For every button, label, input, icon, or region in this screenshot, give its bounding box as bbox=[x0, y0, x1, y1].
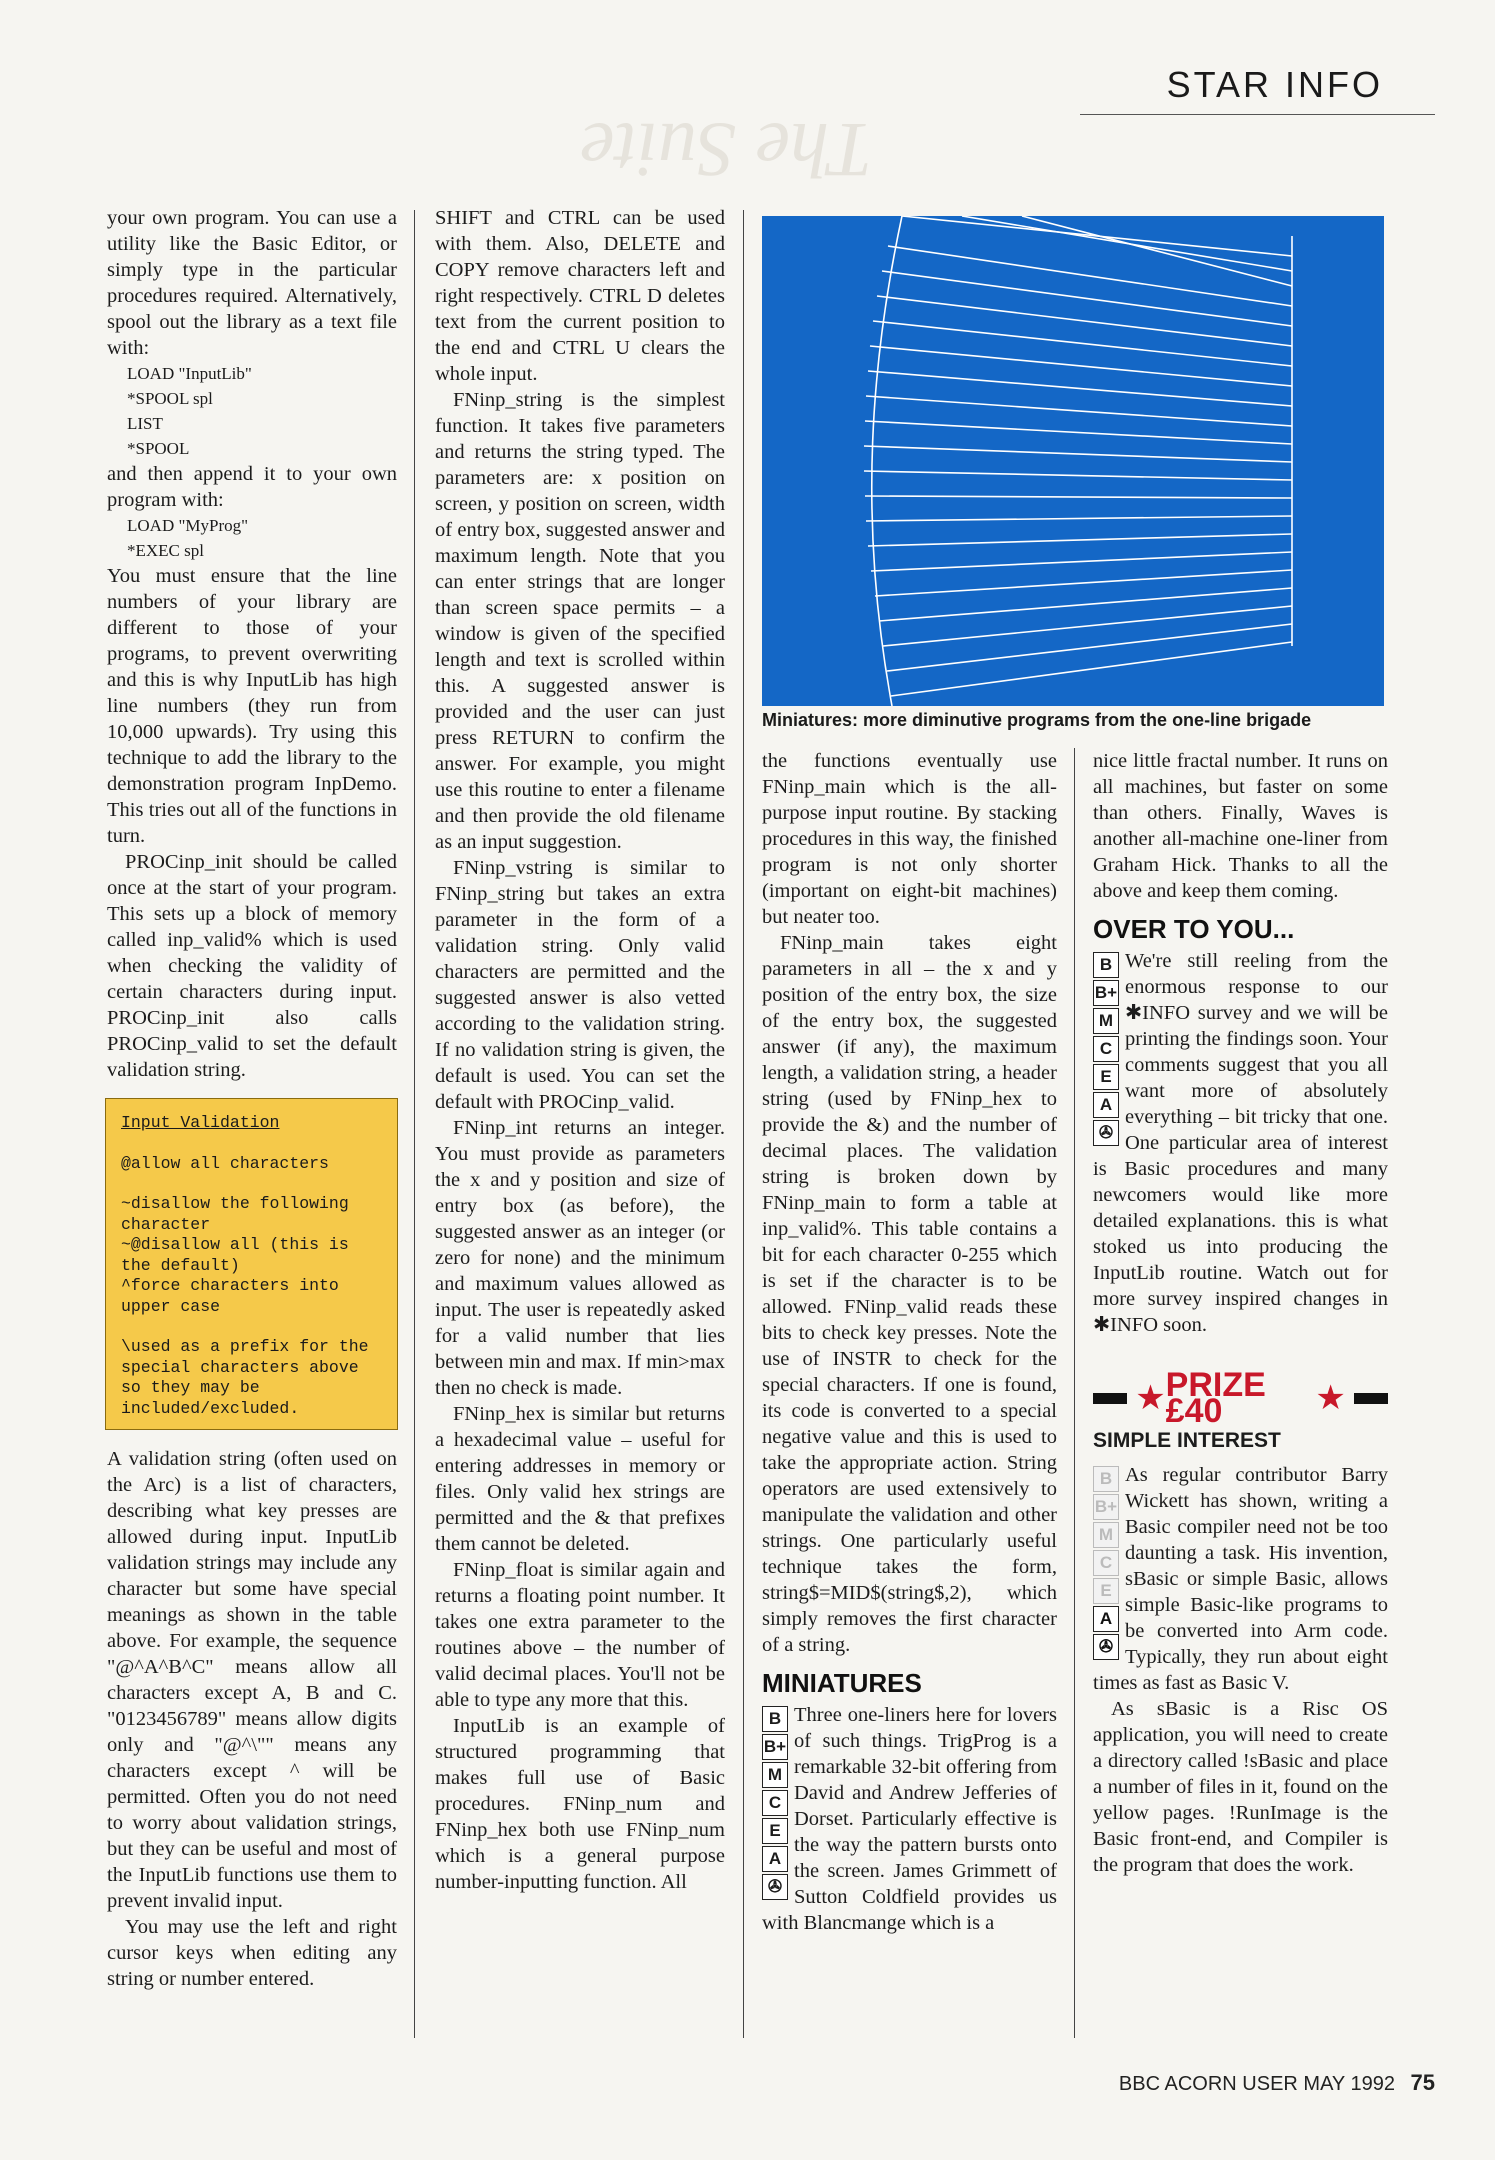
col1-para-2: and then append it to your own program with: bbox=[107, 463, 397, 511]
section-title: STAR INFO bbox=[1166, 64, 1383, 105]
col2-para-4: FNinp_int returns an integer. You must provide as parameters the x and y position and size of entry box (as before), the suggested answer as an integer (or zero for none) and the minimum and maximum values allowed as input. The user is repeatedly asked for a valid number that lies between min and max. If min>max then no check is made. bbox=[435, 1117, 725, 1399]
miniatures-heading: MINIATURES bbox=[762, 1668, 922, 1698]
magazine-issue: BBC ACORN USER MAY 1992 bbox=[1118, 2073, 1395, 2095]
code-block-1 bbox=[107, 361, 397, 461]
code-line: LIST bbox=[127, 414, 163, 433]
prize-bar-right bbox=[1354, 1393, 1388, 1404]
page-number: 75 bbox=[1410, 2070, 1435, 2095]
col3-para-1: the functions eventually use FNinp_main which is the all-purpose input routine. By stacking procedures in this way, the finished program is not only shorter (important on eight-bit machines) but neater too. bbox=[762, 750, 1057, 928]
archimedes-icon: A bbox=[762, 1846, 788, 1872]
col2-para-2: FNinp_string is the simplest function. It takes five parameters and returns the string typed. The parameters are: x position on screen, y position on screen, width of entry box, suggested answer and maximum length. Note that you can enter strings that are longer than screen space permits – a window is given of the specified length and text is scrolled within this. A suggested answer is provided and the user can just press RETURN to confirm the answer. For example, you might use this routine to enter a filename and then provide the old filename as an input suggestion. bbox=[435, 389, 725, 853]
col4-para-4: As sBasic is a Risc OS application, you will need to create a directory called !sBasic and place a number of files in it, found on the yellow pages. !RunImage is the Basic front-end, and Compiler is the program that does the work. bbox=[1093, 1698, 1388, 1876]
pattern-graphic bbox=[762, 216, 1384, 706]
master-icon: M bbox=[1093, 1008, 1119, 1034]
col2-para-6: FNinp_float is similar again and returns a floating point number. It takes one extra parameter to the routines above – the number of valid decimal places. You'll not be able to type any more that this. bbox=[435, 1559, 725, 1711]
column-divider bbox=[1074, 748, 1075, 2038]
code-line: *SPOOL spl bbox=[127, 389, 213, 408]
column-divider bbox=[414, 210, 415, 2038]
figure-caption: Miniatures: more diminutive programs from the one-line brigade bbox=[762, 710, 1312, 730]
disc-icon: ✇ bbox=[1093, 1634, 1119, 1660]
bbc-bplus-icon: B+ bbox=[1093, 980, 1119, 1006]
column-2 bbox=[435, 205, 725, 1895]
box-line: ~disallow the following character ~@disallow all (this is the default) ^force characters into upper case bbox=[121, 1194, 349, 1316]
simple-interest-heading: SIMPLE INTEREST bbox=[1093, 1429, 1281, 1452]
compact-icon: C bbox=[762, 1790, 788, 1816]
prize-banner bbox=[1093, 1366, 1388, 1430]
col2-para-1: SHIFT and CTRL can be used with them. Also, DELETE and COPY remove characters left and right respectively. CTRL D deletes text from the current position to the end and CTRL U clears the whole input. bbox=[435, 207, 725, 385]
col1-para-3: You must ensure that the line numbers of your library are different to those of your programs, to prevent overwriting and this is why InputLib has high line numbers (they run from 10,000 upwards). Try using this technique to add the library to the demonstration program InpDemo. This tries out all of the functions in turn. bbox=[107, 565, 397, 847]
box-line: @allow all characters bbox=[121, 1153, 329, 1173]
code-line: LOAD "InputLib" bbox=[127, 364, 252, 383]
bbc-b-icon: B bbox=[762, 1706, 788, 1732]
star-icon: ★ bbox=[1315, 1379, 1346, 1417]
code-line: *EXEC spl bbox=[127, 541, 204, 560]
col4-para-1: nice little fractal number. It runs on all machines, but faster on some than others. Finally, Waves is another all-machine one-liner from Graham Hick. Thanks to all the above and keep them coming. bbox=[1093, 750, 1388, 902]
column-divider bbox=[743, 210, 744, 2038]
column-3 bbox=[762, 748, 1057, 1936]
column-1 bbox=[107, 205, 397, 1083]
code-line: LOAD "MyProg" bbox=[127, 516, 249, 535]
master-icon: M bbox=[762, 1762, 788, 1788]
over-to-you-heading: OVER TO YOU... bbox=[1093, 914, 1295, 944]
watermark-title: The Suite bbox=[580, 107, 873, 194]
col3-para-2: FNinp_main takes eight parameters in all – the x and y position of the entry box, the size of the entry box, the suggested answer (if any), the maximum length, a validation string, a header string (used by FNinp_hex to provide the &) and the number of decimal places. The validation string is broken down by FNinp_main to form a table at inp_valid%. This table contains a bit for each character 0-255 which is set if the character is to be allowed. FNinp_valid reads these bits to check key presses. Note the use of INSTR to check for the special characters. If one is found, its code is converted to a special negative value and this is used to take the appropriate action. String operators are used extensively to manipulate the validation and other strings. One particularly useful technique takes the form, string$=MID$(string$,2), which simply removes the first character of a string. bbox=[762, 932, 1057, 1656]
col1-para-5: A validation string (often used on the Arc) is a list of characters, describing what key presses are allowed during input. InputLib validation strings may include any character but some have special meanings as shown in the table above. For example, the sequence "@^A^B^C" means allow all characters except A, B and C. "0123456789" means allow digits only and "@^\"" means any characters except ^ will be permitted. Often you do not need to worry about validation strings, but they can be useful and most of the InputLib functions use them to prevent invalid input. bbox=[107, 1448, 397, 1912]
archimedes-icon: A bbox=[1093, 1606, 1119, 1632]
col1-para-6: You may use the left and right cursor keys when editing any string or number entered. bbox=[107, 1916, 397, 1990]
star-icon: ★ bbox=[1135, 1379, 1166, 1417]
box-line: \used as a prefix for the special characters above so they may be included/excluded. bbox=[121, 1337, 379, 1418]
disc-icon: ✇ bbox=[1093, 1120, 1119, 1146]
bbc-b-icon: B bbox=[1093, 1466, 1119, 1492]
disc-icon: ✇ bbox=[762, 1874, 788, 1900]
col1-para-4: PROCinp_init should be called once at the start of your program. This sets up a block of memory called inp_valid% which is used when checking the validity of certain characters during input. PROCinp_init also calls PROCinp_valid to set the default validation string. bbox=[107, 851, 397, 1081]
bbc-bplus-icon: B+ bbox=[762, 1734, 788, 1760]
miniatures-screenshot bbox=[762, 216, 1384, 706]
header-rule bbox=[1080, 114, 1435, 115]
electron-icon: E bbox=[762, 1818, 788, 1844]
code-block-2 bbox=[107, 513, 397, 563]
box-title: Input Validation bbox=[121, 1113, 280, 1132]
code-line: *SPOOL bbox=[127, 439, 190, 458]
electron-icon: E bbox=[1093, 1064, 1119, 1090]
master-icon: M bbox=[1093, 1522, 1119, 1548]
col2-para-3: FNinp_vstring is similar to FNinp_string but takes an extra parameter in the form of a validation string. Only valid characters are permitted and the suggested answer is also vetted according to the validation string. If no validation string is given, the default is used. You can set the default with PROCinp_valid. bbox=[435, 857, 725, 1113]
col2-para-5: FNinp_hex is similar but returns a hexadecimal value – useful for entering addresses in memory or files. Only valid hex strings are permitted and the & that prefixes them cannot be deleted. bbox=[435, 1403, 725, 1555]
machine-icons bbox=[762, 1706, 788, 1902]
column-4 bbox=[1093, 748, 1388, 1878]
compact-icon: C bbox=[1093, 1036, 1119, 1062]
col1-para-1: your own program. You can use a utility like the Basic Editor, or simply type in the particular procedures required. Alternatively, spool out the library as a text file with: bbox=[107, 207, 397, 359]
machine-icons bbox=[1093, 1466, 1119, 1662]
archimedes-icon: A bbox=[1093, 1092, 1119, 1118]
compact-icon: C bbox=[1093, 1550, 1119, 1576]
column-1-lower bbox=[107, 1446, 397, 1992]
bbc-b-icon: B bbox=[1093, 952, 1119, 978]
col3-para-3: Three one-liners here for lovers of such things. TrigProg is a remarkable 32-bit offering from David and Andrew Jefferies of Dorset. Particularly effective is the way the pattern bursts onto the screen. James Grimmett of Sutton Coldfield provides us with Blancmange which is a bbox=[762, 1704, 1057, 1934]
bbc-bplus-icon: B+ bbox=[1093, 1494, 1119, 1520]
col4-para-2: We're still reeling from the enormous response to our ✱INFO survey and we will be printing the findings soon. Your comments suggest that you all want more of absolutely everything – bit tricky that one. One particular area of interest is Basic procedures and many newcomers would like more detailed explanations. this is what stoked us into producing the InputLib routine. Watch out for more survey inspired changes in ✱INFO soon. bbox=[1093, 950, 1388, 1336]
page-footer bbox=[1119, 2070, 1435, 2096]
electron-icon: E bbox=[1093, 1578, 1119, 1604]
machine-icons bbox=[1093, 952, 1119, 1148]
col4-para-3: As regular contributor Barry Wickett has shown, writing a Basic compiler need not be too daunting a task. His invention, sBasic or simple Basic, allows simple Basic-like programs to be converted into Arm code. Typically, they run about eight times as fast as Basic V. bbox=[1093, 1464, 1388, 1694]
prize-label: PRIZE £40 bbox=[1165, 1366, 1266, 1430]
col2-para-7: InputLib is an example of structured programming that makes full use of Basic procedures. FNinp_num and FNinp_hex both use FNinp_num which is a general purpose number-inputting function. All bbox=[435, 1715, 725, 1893]
input-validation-box bbox=[105, 1098, 398, 1430]
prize-bar-left bbox=[1093, 1393, 1127, 1404]
